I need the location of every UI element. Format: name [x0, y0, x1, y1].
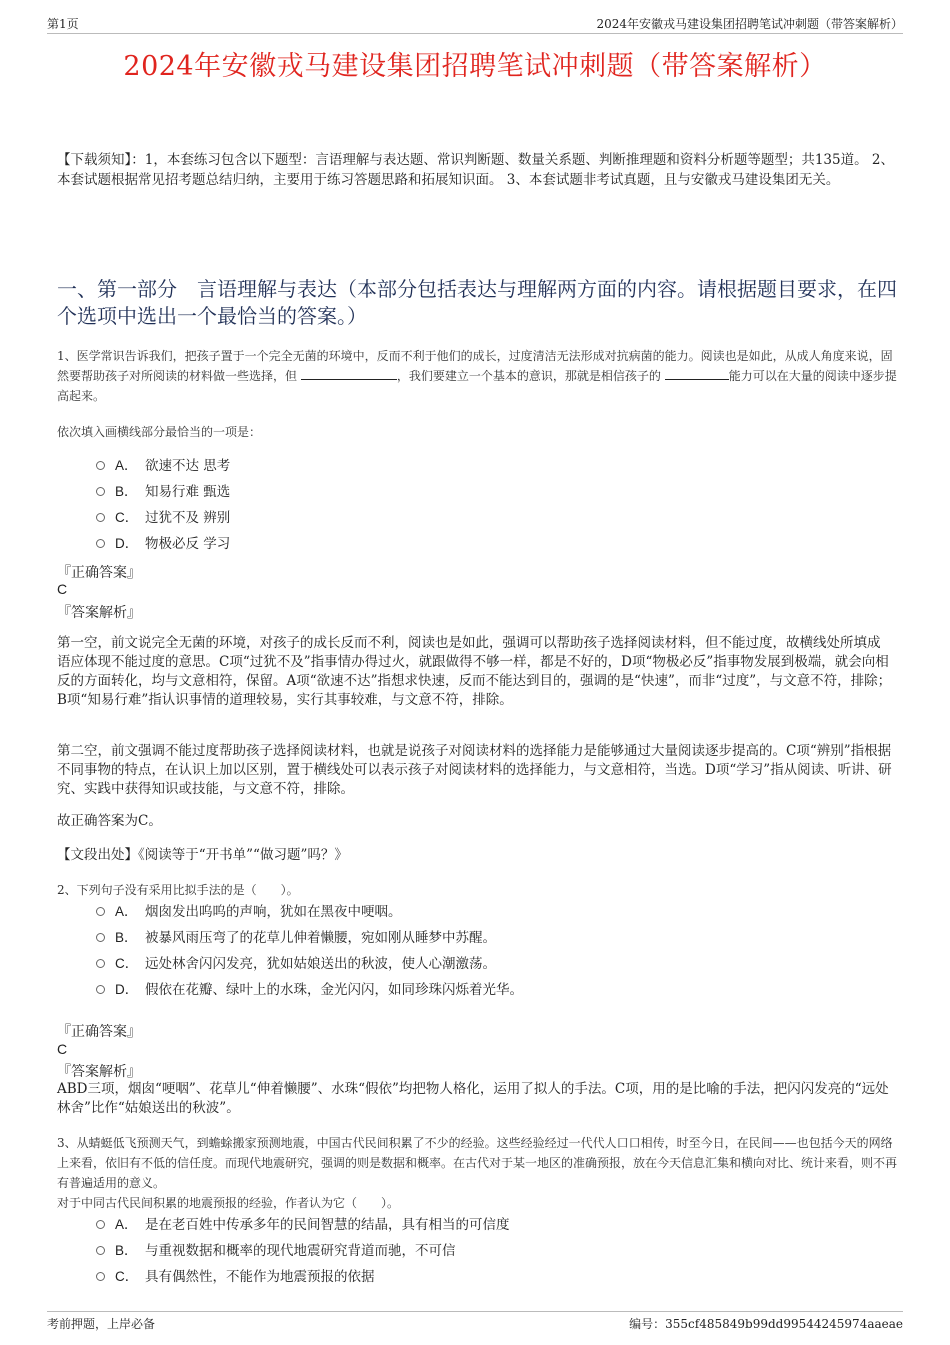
radio-icon[interactable] — [96, 487, 105, 496]
q3-option-c[interactable]: C． 具有偶然性，不能作为地震预报的依据 — [96, 1267, 375, 1287]
question-1-prompt: 依次填入画横线部分最恰当的一项是： — [57, 425, 262, 439]
q1-source: 【文段出处】《阅读等于“开书单”“做习题”吗？》 — [57, 847, 348, 863]
radio-icon[interactable] — [96, 933, 105, 942]
radio-icon[interactable] — [96, 461, 105, 470]
radio-icon[interactable] — [96, 1272, 105, 1281]
radio-icon[interactable] — [96, 985, 105, 994]
page-footer — [47, 1311, 903, 1331]
q2-answer-label: 『正确答案』 — [57, 1024, 141, 1040]
q1-option-d[interactable]: D． 物极必反 学习 — [96, 534, 230, 554]
page-number: 第1页 — [47, 17, 79, 31]
question-2-stem: 2、下列句子没有采用比拟手法的是（ ）。 — [57, 883, 299, 897]
section-heading: 一、第一部分 言语理解与表达（本部分包括表达与理解两方面的内容。请根据题目要求，在四个选项中选出一个最恰当的答案。） — [57, 277, 897, 328]
q1-analysis-label: 『答案解析』 — [57, 605, 141, 621]
q1-option-c[interactable]: C． 过犹不及 辨别 — [96, 508, 230, 528]
q1-analysis-p2: 第二空，前文强调不能过度帮助孩子选择阅读材料，也就是说孩子对阅读材料的选择能力是能够通过大量阅读逐步提高的。C项“辨别”指根据不同事物的特点，在认识上加以区别，置于横线处可以表示孩子对阅读材料的选择能力，与文意相符，当选。D项“学习”指从阅读、听讲、研究、实践中获得知识或技能，与文意不符，排除。 — [57, 743, 892, 797]
radio-icon[interactable] — [96, 513, 105, 522]
question-3-prompt: 对于中同古代民间积累的地震预报的经验，作者认为它（ ）。 — [57, 1196, 400, 1210]
q2-option-d[interactable]: D． 假依在花瓣、绿叶上的水珠，金光闪闪，如同珍珠闪烁着光华。 — [96, 980, 523, 1000]
q2-answer: C — [57, 1041, 68, 1057]
radio-icon[interactable] — [96, 1220, 105, 1229]
blank-1 — [301, 367, 397, 380]
q3-option-a[interactable]: A． 是在老百姓中传承多年的民间智慧的结晶，具有相当的可信度 — [96, 1215, 510, 1235]
footer-serial: 编号：355cf485849b99dd99544245974aaeae — [629, 1317, 903, 1331]
q1-analysis-p1: 第一空，前文说完全无菌的环境，对孩子的成长反而不利，阅读也是如此，强调可以帮助孩子选择阅读材料，但不能过度，故横线处所填成语应体现不能过度的意思。C项“过犹不及”指事情办得过火，就跟做得不够一样，都是不好的，D项“物极必反”指事物发展到极端，就会向相反的方面转化，均与文意相符，保留。A项“欲速不达”指想求快速，反而不能达到目的，强调的是“快速”，而非“过度”，与文意不符，排除；B项“知易行难”指认识事情的道理较易，实行其事较难，与文意不符，排除。 — [57, 635, 892, 708]
q2-analysis-label: 『答案解析』 — [57, 1064, 141, 1080]
q2-option-a[interactable]: A． 烟囱发出呜呜的声响，犹如在黑夜中哽咽。 — [96, 902, 402, 922]
question-1-stem: 1、医学常识告诉我们，把孩子置于一个完全无菌的环境中，反而不利于他们的成长，过度清洁无法形成对抗病菌的能力。阅读也是如此，从成人角度来说，固然要帮助孩子对所阅读的材料做一些选择，但 ，我们要建立一个基本的意识，那就是相信孩子的 能力可以在大量的阅读中逐步提高起来。 — [57, 349, 897, 403]
header-doc-title: 2024年安徽戎马建设集团招聘笔试冲刺题（带答案解析） — [596, 17, 903, 31]
q2-option-c[interactable]: C． 远处林舍闪闪发亮，犹如姑娘送出的秋波，使人心潮激荡。 — [96, 954, 496, 974]
blank-2 — [665, 367, 729, 380]
q1-answer: C — [57, 581, 68, 597]
q3-option-b[interactable]: B． 与重视数据和概率的现代地震研究背道而驰，不可信 — [96, 1241, 456, 1261]
q1-answer-label: 『正确答案』 — [57, 565, 141, 581]
radio-icon[interactable] — [96, 539, 105, 548]
radio-icon[interactable] — [96, 907, 105, 916]
footer-slogan: 考前押题，上岸必备 — [47, 1317, 156, 1331]
question-3-stem: 3、从蜻蜓低飞预测天气，到蟾蜍搬家预测地震，中国古代民间积累了不少的经验。这些经验经过一代代人口口相传，时至今日，在民间——也包括今天的网络上来看，依旧有不低的信任度。而现代地震研究，强调的则是数据和概率。在古代对于某一地区的准确预报，放在今天信息汇集和横向对比、统计来看，则不再有普遍适用的意义。 — [57, 1136, 898, 1190]
q1-option-b[interactable]: B． 知易行难 甄选 — [96, 482, 230, 502]
page-title: 2024年安徽戎马建设集团招聘笔试冲刺题（带答案解析） — [123, 51, 827, 82]
q2-option-b[interactable]: B． 被暴风雨压弯了的花草儿伸着懒腰，宛如刚从睡梦中苏醒。 — [96, 928, 496, 948]
q1-option-a[interactable]: A． 欲速不达 思考 — [96, 456, 230, 476]
radio-icon[interactable] — [96, 1246, 105, 1255]
q2-analysis: ABD三项，烟囱“哽咽”、花草儿“伸着懒腰”、水珠“假依”均把物人格化，运用了拟人的手法。C项，用的是比喻的手法，把闪闪发亮的“远处林舍”比作“姑娘送出的秋波”。 — [57, 1081, 889, 1116]
page-header — [47, 13, 903, 34]
q1-conclusion: 故正确答案为C。 — [57, 813, 162, 829]
radio-icon[interactable] — [96, 959, 105, 968]
download-notice: 【下载须知】：1，本套练习包含以下题型：言语理解与表达题、常识判断题、数量关系题、判断推理题和资料分析题等题型；共135道。 2、本套试题根据常见招考题总结归纳，主要用于练习答题思路和拓展知识面。 3、本套试题非考试真题，且与安徽戎马建设集团无关。 — [57, 152, 894, 188]
